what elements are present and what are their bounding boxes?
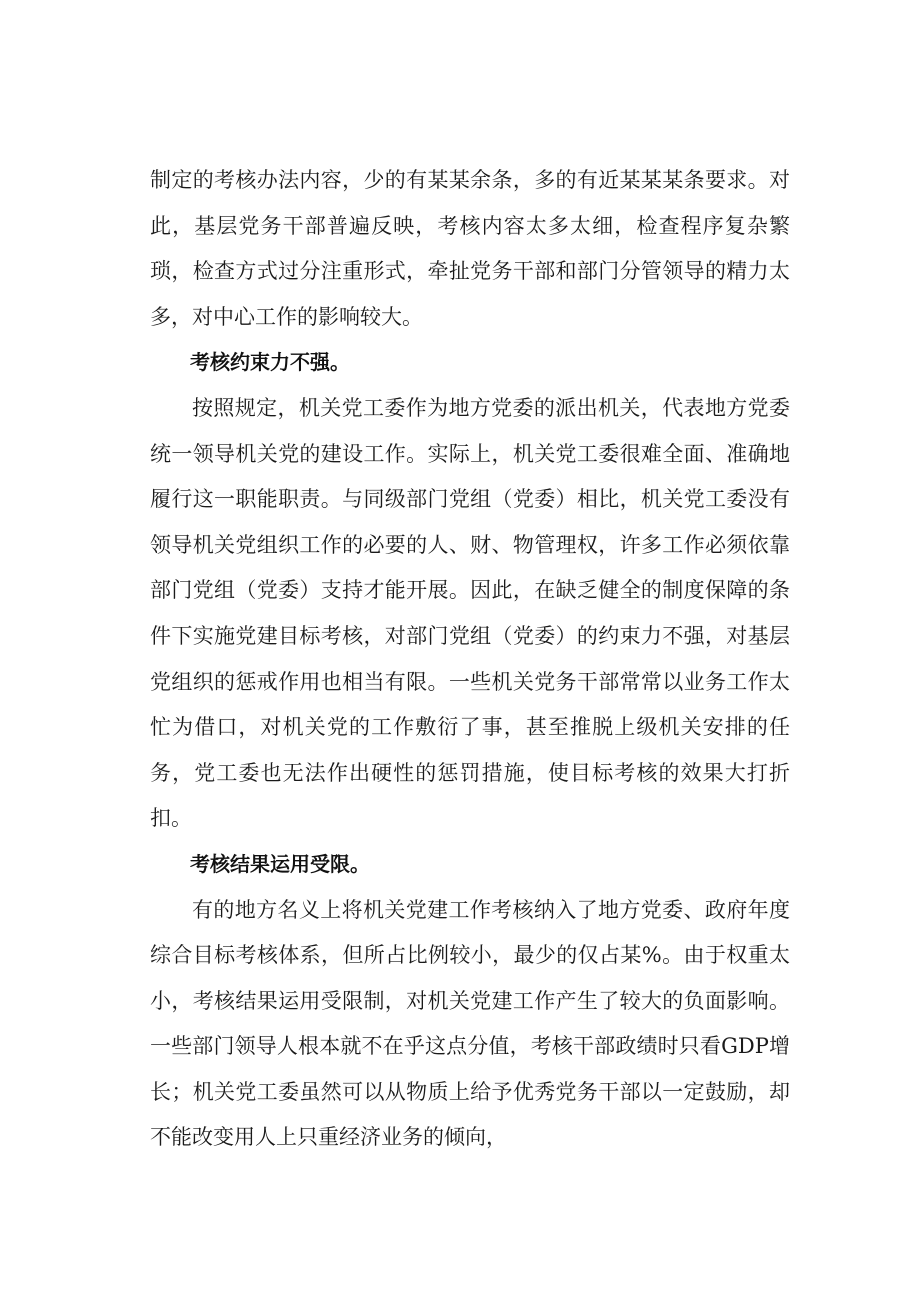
section-heading-constraint: 考核约束力不强。 [190,350,350,375]
section-heading-results-usage: 考核结果运用受限。 [190,851,370,876]
paragraph-results-usage: 有的地方名义上将机关党建工作考核纳入了地方党委、政府年度综合目标考核体系，但所占比例较小，最少的仅占某%。由于权重太小，考核结果运用受限制，对机关党建工作产生了较大的负面影响。一些部门领导人根本就不在乎这点分值，考核干部政绩时只看GDP增长；机关党工委虽然可以从物质上给予优秀党务干部以一定鼓励，却不能改变用人上只重经济业务的倾向， [150,897,790,1150]
paragraph-constraint: 按照规定，机关党工委作为地方党委的派出机关，代表地方党委统一领导机关党的建设工作。实际上，机关党工委很难全面、准确地履行这一职能职责。与同级部门党组（党委）相比，机关党工委没有领导机关党组织工作的必要的人、财、物管理权，许多工作必须依靠部门党组（党委）支持才能开展。因此，在缺乏健全的制度保障的条件下实施党建目标考核，对部门党组（党委）的约束力不强，对基层党组织的惩戒作用也相当有限。一些机关党务干部常常以业务工作太忙为借口，对机关党的工作敷衍了事，甚至推脱上级机关安排的任务，党工委也无法作出硬性的惩罚措施，使目标考核的效果大打折扣。 [150,395,790,831]
paragraph-assessment-content: 制定的考核办法内容，少的有某某余条，多的有近某某某条要求。对此，基层党务干部普遍反映，考核内容太多太细，检查程序复杂繁琐，检查方式过分注重形式，牵扯党务干部和部门分管领导的精力太多，对中心工作的影响较大。 [150,168,790,329]
document-body [150,158,790,1161]
